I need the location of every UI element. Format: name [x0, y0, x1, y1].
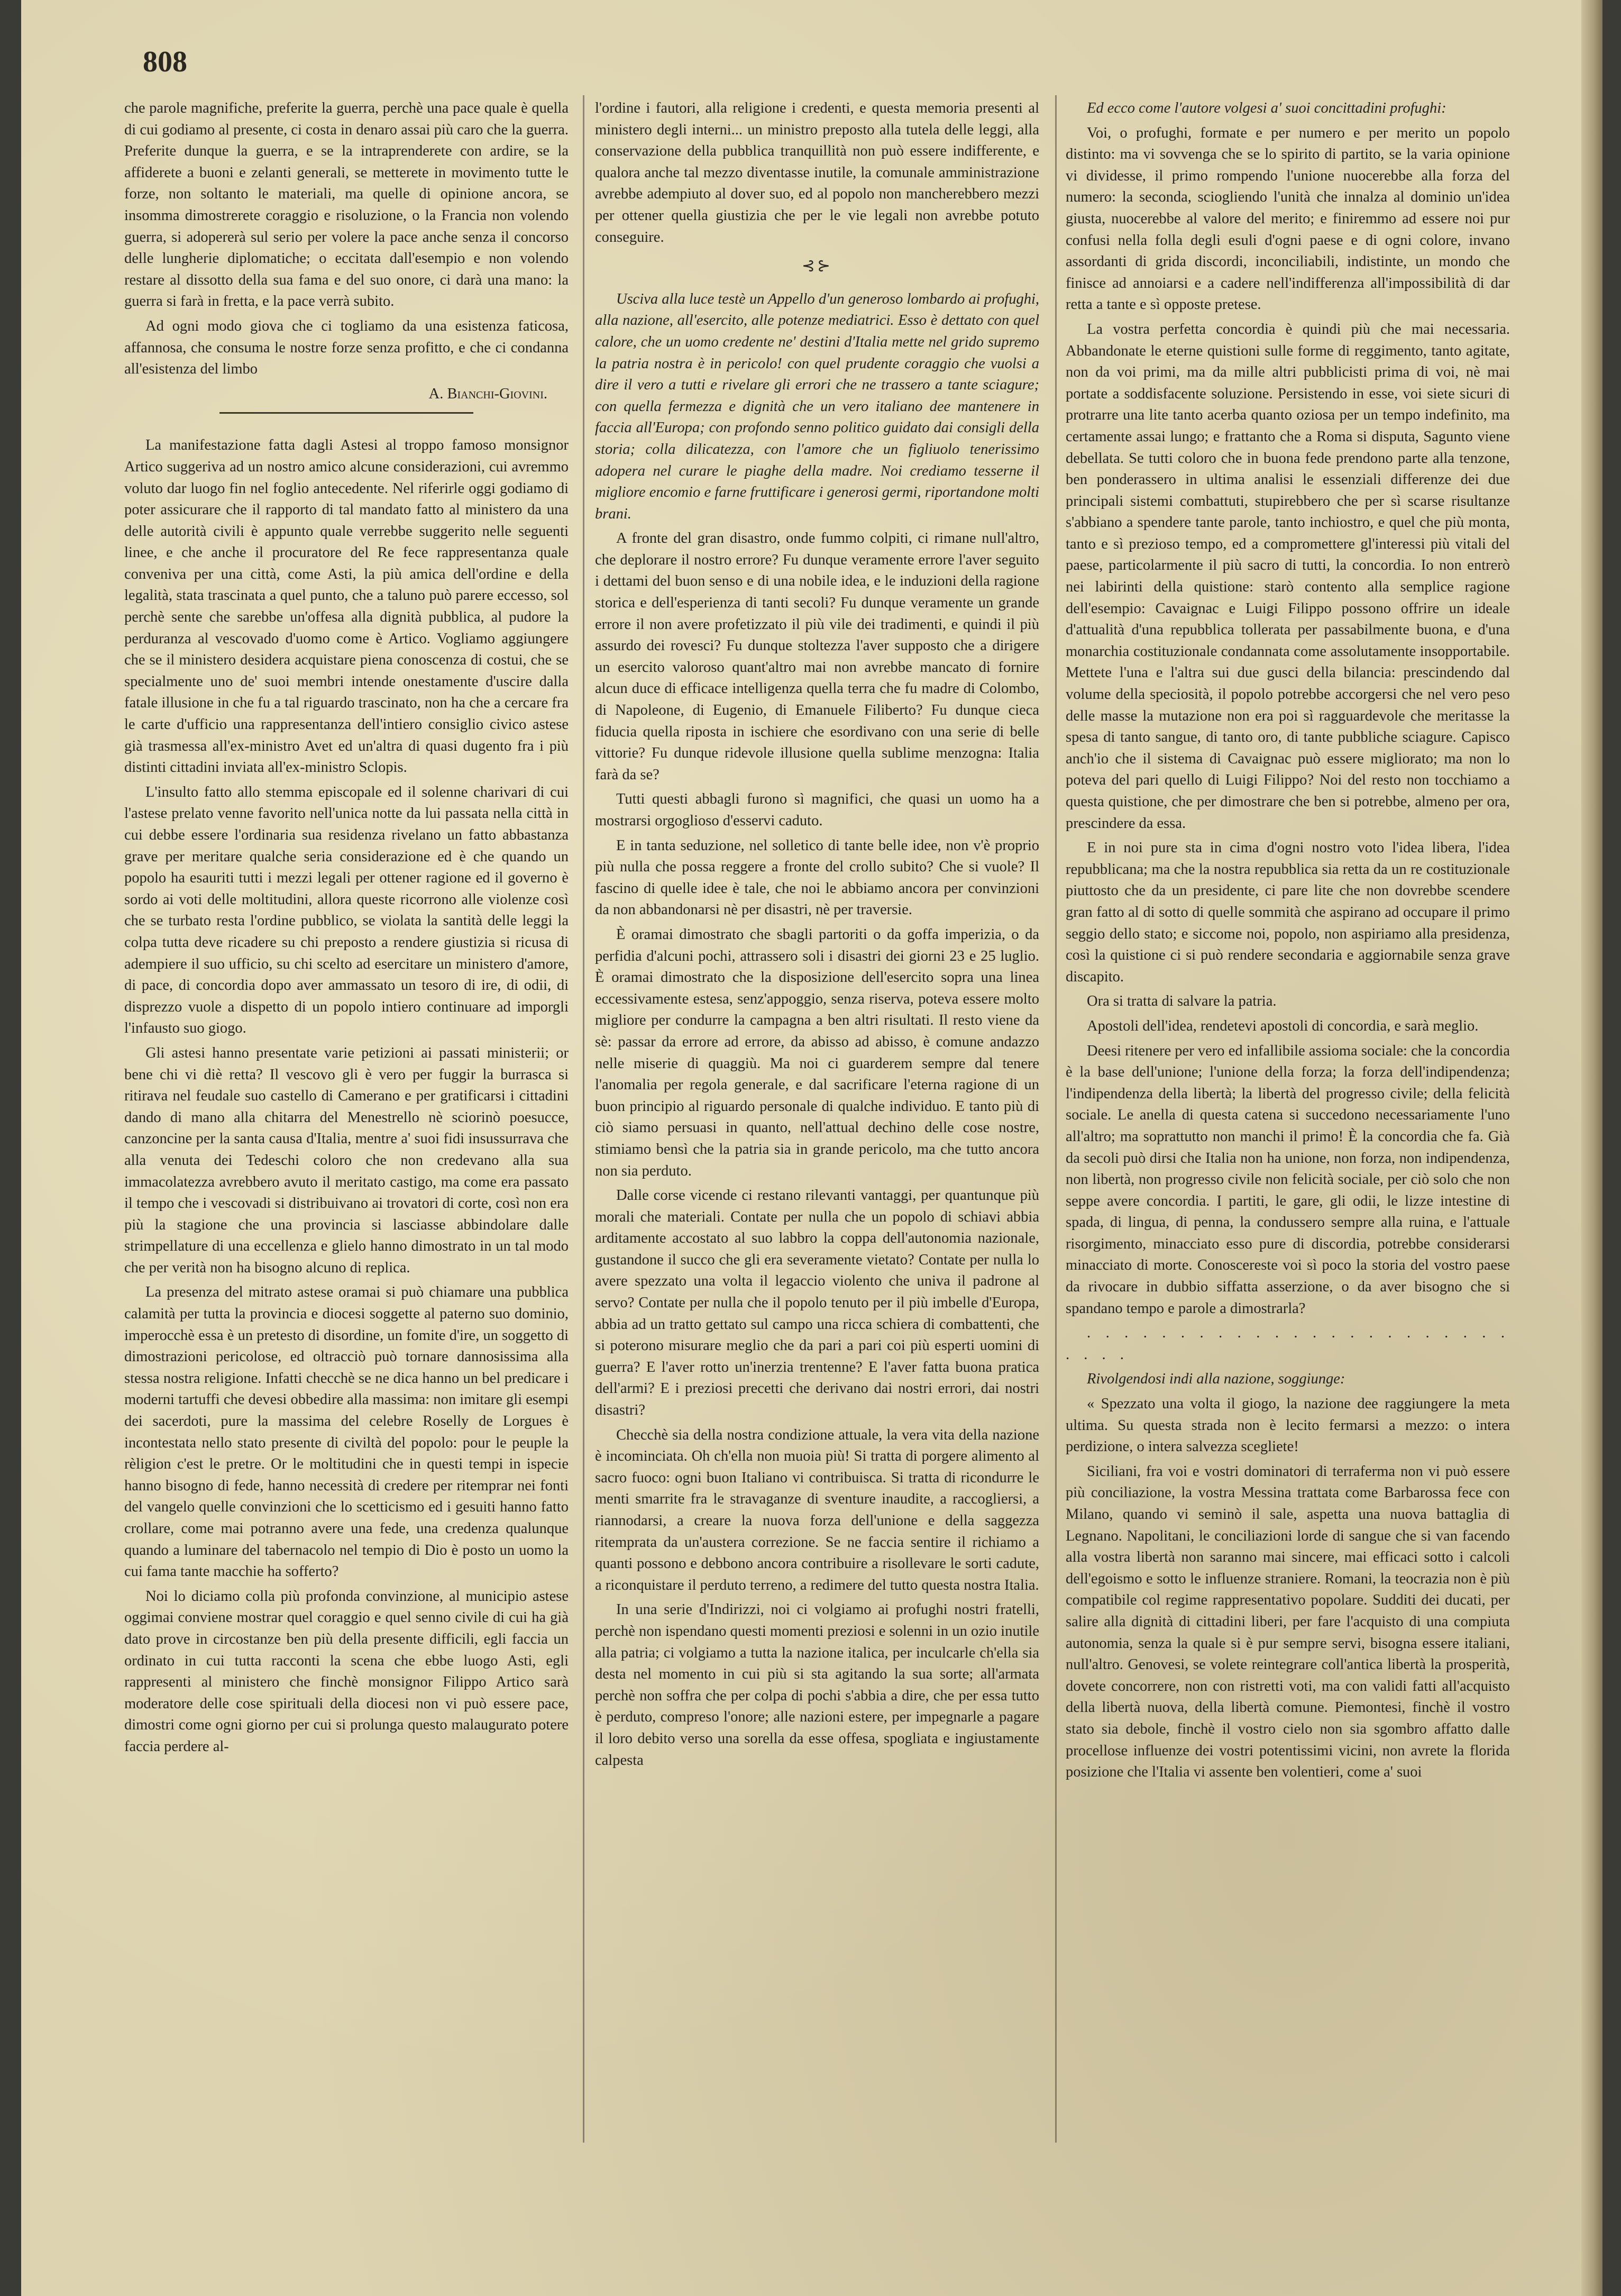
author-signature: A. Bianchi-Giovini.: [428, 385, 547, 402]
paragraph: Apostoli dell'idea, rendetevi apostoli di concordia, e sarà meglio.: [1087, 1017, 1479, 1034]
paragraph: « Spezzato una volta il giogo, la nazione dee raggiungere la meta ultima. Su questa strada non è lecito fermarsi a mezzo: o intera perdizione, o intera salvezza scegliete!: [1066, 1396, 1510, 1455]
column-right: [1066, 98, 1510, 1787]
paragraph: È oramai dimostrato che sbagli partoriti o da goffa imperizia, o da perfidia d'alcuni pochi, attrassero soli i disastri dei giorni 23 e 25 luglio. È oramai dimostrato che la disposizione dell'esercito sopra una linea eccessivamente estesa, senz'appoggio, senza riserva, poteva essere molto migliore per condurre la campagna a ben altri risultati. Il resto viene da sè: passar da errore ad errore, da abisso ad abisso, è comune andazzo nelle miserie di quaggiù. Ma noi ci guarderem sempre dal tenere l'anomalia per regola generale, e dal sacrificare l'eterna ragione di un buon principio al riguardo personale di qualche individuo. E tanto più di ciò siamo persuasi in quanto, nell'attual dechino delle cose nostre, stimiamo bensì che la patria sia in grande pericolo, ma che tutto ancora non sia perduto.: [595, 926, 1039, 1179]
ellipsis-line: . . . . . . . . . . . . . . . . . . . . . . . . . . .: [1066, 1325, 1510, 1363]
page-number: 808: [143, 45, 187, 78]
newspaper-page: [21, 0, 1602, 2296]
paragraph-intro: Ed ecco come l'autore volgesi a' suoi concittadini profughi:: [1087, 100, 1446, 116]
column-rule-right: [1055, 95, 1057, 2143]
column-middle: [595, 98, 1039, 1774]
paragraph: L'insulto fatto allo stemma episcopale ed il solenne charivari di cui l'astese prelato venne favorito nell'unica notte da lui passata nella città in cui debbe essere l'ordinaria sua residenza rivelano un fatto abbastanza grave per meritare qualche seria considerazione ed è che quando un popolo ha esauriti tutti i mezzi legali per ottener ragione ed il governo è sordo ai voti delle moltitudini, allora queste ricorrono alle violenze così che se turbato resta l'ordine pubblico, se violata la santità delle leggi la colpa tutta deve ricadere su chi preposto a rendere giustizia si ricusa di adempiere il suo ufficio, su chi scelto ad esercitare un ministero d'amore, di pace, di concordia dopo aver ammassato un tesoro di ire, di odii, di disprezzo vuole a dispetto di un popolo intiero continuare ad imporgli l'infausto suo giogo.: [124, 783, 569, 1037]
paragraph: A fronte del gran disastro, onde fummo colpiti, ci rimane null'altro, che deplorare il nostro errore? Fu dunque veramente errore l'aver seguito i dettami del buon senso e di una nobile idea, e le induzioni della ragione storica e dell'esperienza di tanti secoli? Fu dunque veramente un grande errore il non avere profetizzato il più vile dei tradimenti, e quindi il più assurdo dei rovesci? Fu dunque stoltezza l'aver supposto che a dirigere un esercito valoroso quant'altro mai non avrebbe mancato di fornire alcun duce di efficace intelligenza quella terra che fu madre di Colombo, di Napoleone, di Eugenio, di Emanuele Filiberto? Fu dunque cieca fiducia quella riposta in ischiere che esordivano con una serie di belle vittorie? Fu dunque ridevole illusione quella sublime menzogna: Italia farà da se?: [595, 530, 1039, 783]
paragraph: La manifestazione fatta dagli Astesi al troppo famoso monsignor Artico suggeriva ad un nostro amico alcune considerazioni, cui avremmo voluto dar luogo fin nel foglio antecedente. Nel riferirle oggi godiamo di poter assicurare che il rapporto di tal mandato fatto al ministero da una delle autorità civili è appunto quale verrebbe suggerito nelle seguenti linee, e che anche il procuratore del Re fece rappresentanza quale conveniva per una città, come Asti, la più amica dell'ordine e della legalità, stata trascinata a quel punto, che a taluno può parere eccesso, sol perchè sente che sarebbe un'offesa alla dignità pubblica, al pudore la perduranza al vescovado d'uomo come è Artico. Vogliamo aggiungere che se il ministero desidera acquistare piena conoscenza di costui, che se specialmente uno de' suoi membri intende onestamente d'uscire dalla fatale illusione in che fu a tal riguardo trascinato, non ha che a cercare fra le carte d'ufficio una rappresentanza dell'intiero consiglio civico astese già trasmessa all'ex-ministro Avet ed un'altra di quasi dugento fra i più distinti cittadini inviata all'ex-ministro Sclopis.: [124, 437, 569, 776]
section-divider: [219, 412, 473, 423]
page-edge: [1581, 0, 1602, 2296]
paragraph: Tutti questi abbagli furono sì magnifici, che quasi un uomo ha a mostrarsi orgoglioso d'esservi caduto.: [595, 791, 1039, 829]
paragraph: Ad ogni modo giova che ci togliamo da una esistenza faticosa, affannosa, che consuma le nostre forze senza profitto, e che ci condanna all'esistenza del limbo: [124, 317, 569, 378]
paragraph: Dalle corse vicende ci restano rilevanti vantaggi, per quantunque più morali che materiali. Contate per nulla che un popolo di schiavi abbia arditamente accostato al suo labbro la coppa dell'autonomia nazionale, gustandone il succo che gli era severamente vietato? Contate per nulla lo avere spezzato una volta il legaccio violento che univa il padrone al servo? Contate per nulla che il popolo tenuto per il più imbelle d'Europa, abbia ad un tratto gettato sul campo una ricca schiera di combattenti, che si poterono misurare meglio che da pari a pari coi più esperti uomini di guerra? E l'aver rotto un'inerzia trentenne? E l'aver fatta buona pratica dell'armi? E i preziosi precetti che derivano dai nostri errori, dai nostri disastri?: [595, 1187, 1039, 1419]
paragraph: La vostra perfetta concordia è quindi più che mai necessaria. Abbandonate le eterne quistioni sulle forme di reggimento, tanto agitate, non da voi primi, ma da mille altri pubblicisti prima di voi, nè mai portate a soddisfacente soluzione. Persistendo in esse, voi siete sicuri di protrarre una lite tanto acerba quanto oziosa per un tempo indefinito, ma certamente assai lungo; e frattanto che a Roma si disputa, Sagunto viene debellata. Se tutti coloro che in buona fede prendono parte alla tenzone, ben ponderassero in ultima analisi le essenziali differenze dei due principali sistemi combattuti, stupirebbero che per sì scarse risultanze s'abbiano a spendere tante parole, tanto inchiostro, e quel che più monta, tanto e sì prezioso tempo, ed a compromettere gl'interessi più vitali del paese, particolarmente il più sacro di tutti, la concordia. Io non entrerò nei labirinti della quistione: starò contento alla semplice ragione dell'esempio: Cavaignac e Luigi Filippo possono offrire un ideale d'attualità d'una repubblica tollerata per passabilmente buona, e d'una monarchia costituzionale condannata come assolutamente insopportabile. Mettete l'una e l'altra sui due gusci della bilancia: prescindendo dal volume della speciosità, il popolo potrebbe accorgersi che nel vero peso delle masse la mutazione non era poi sì ragguardevole che meritasse la spesa di tanto sangue, di tanto oro, di tante pubbliche sciagure. Capisco anch'io che il sistema di Cavaignac può essere migliorato; ma non lo poteva del pari quello di Luigi Filippo? Noi del resto non tocchiamo a questa quistione, che per dimostrare che ben si potrebbe, almeno per ora, prescindere da essa.: [1066, 321, 1510, 832]
paragraph-intro: Usciva alla luce testè un Appello d'un generoso lombardo ai profughi, alla nazione, all'esercito, alle potenze mediatrici. Esso è dettato con quel calore, che un uomo credente ne' destini d'Italia mette nel grido supremo la patria nostra è in pericolo! con quel prudente coraggio che vuolsi a dire il vero a tutti e rivelare gli errori che ne trassero a tante sciagure; con quella fermezza e dignità che un vero italiano dee mantenere in faccia all'Europa; con profondo senno politico guidato dai consigli della storia; colla dilicatezza, con l'amore che un figliuolo tenerissimo adopera nel curare le piaghe della madre. Noi crediamo tesserne il migliore encomio e farne fruttificare i generosi germi, riportandone molti brani.: [595, 290, 1039, 522]
paragraph: E in tanta seduzione, nel solletico di tante belle idee, non v'è proprio più nulla che possa reggere a fronte del crollo subito? Che si vuole? Il fascino di quelle idee è tale, che noi le abbiamo ancora per convinzioni da non abbandonarsi nè per disastri, nè per traversie.: [595, 837, 1039, 918]
paragraph: Voi, o profughi, formate e per numero e per merito un popolo distinto: ma vi sovvenga che se lo spirito di partito, se la varia opinione vi dividesse, il primo rompendo l'unione nuocerebbe alla forza del numero: la seconda, sciogliendo l'unità che innalza al dominio un'idea giusta, nuocerebbe al valore del merito; e finiremmo ad essere noi pur confusi nella folla degli esuli d'ogni paese e di ogni colore, invano assordanti di grida discordi, inconciliabili, indistinte, un mondo che finisce ad annoiarsi e a cadere nell'indifferenza all'impossibilità di dar retta a tante e sì opposte pretese.: [1066, 124, 1510, 313]
paragraph: che parole magnifiche, preferite la guerra, perchè una pace quale è quella di cui godiamo al presente, ci costa in denaro assai più caro che la guerra. Preferite dunque la guerra, e se la intraprenderete con ardire, se la affiderete a buoni e zelanti generali, se metterete in movimento tutte le forze, non soltanto le materiali, ma quelle di opinione ancora, se insomma dimostrerete coraggio e risoluzione, o la Francia non volendo guerra, si adopererà sul serio per volere la pace anche senza il concorso delle lungherie diplomatiche; o eccitata dall'esempio e non volendo restare al dissotto della sua fama e del suo onore, ci darà una mano: la guerra si farà in fretta, e la pace verrà subito.: [124, 100, 569, 310]
paragraph: E in noi pure sta in cima d'ogni nostro voto l'idea libera, l'idea repubblicana; ma che la nostra repubblica sia retta da un re costituzionale piuttosto che da un presidente, ci pare lite che non dovrebbe scendere gran fatto al di sotto di quelle sommità che aspirano ad occupare il primo seggio dello stato; e siccome noi, popolo, non aspiriamo alla presidenza, così la quistione ci si può rendere secondaria e aggiornabile senza grave discapito.: [1066, 840, 1510, 985]
paragraph: Gli astesi hanno presentate varie petizioni ai passati ministerii; or bene chi vi diè retta? Il vescovo gli è vero per fuggir la burrasca si ritirava nel feudale suo castello di Camerano e per gratificarsi i cittadini dando di mano alla chitarra del Menestrello nè sciorinò poesucce, canzoncine per la santa causa d'Italia, mentre a' suoi fidi insussurrava che alla venuta dei Tedeschi coloro che non credevano alla sua immacolatezza avrebbero avuto il meritato castigo, ma come era passato il tempo che i vescovadi si distribuivano ai trovatori di corte, così non era più la stagione che una provincia si lasciasse abbindolare dalle strimpellature di una eccellenza e glielo hanno dimostrato in un tal modo che per verità non ha bisogno alcuno di replica.: [124, 1044, 569, 1276]
paragraph: l'ordine i fautori, alla religione i credenti, e questa memoria presenti al ministero degli interni... un ministro preposto alla tutela delle leggi, alla conservazione della pubblica tranquillità non può essere indifferente, e qualora anche tal mezzo diventasse inutile, la comunale amministrazione avrebbe adempiuto al dover suo, ed al popolo non mancherebbero mezzi per ottener quella giustizia che per le vie legali non avrebbe potuto conseguire.: [595, 100, 1039, 245]
paragraph: Noi lo diciamo colla più profonda convinzione, al municipio astese oggimai conviene mostrar quel coraggio e quel senno civile di cui ha già dato prove in circostanze ben più della presente difficili, egli faccia un ordinato in cui tutta racconti la scena che ebbe luogo Asti, egli rappresenti al ministero che finchè monsignor Filippo Artico sarà moderatore delle cose spirituali della diocesi non vi può essere pace, dimostri come ogni giorno per cui si prolunga questo malaugurato potere faccia perdere al-: [124, 1588, 569, 1755]
paragraph: La presenza del mitrato astese oramai si può chiamare una pubblica calamità per tutta la provincia e diocesi soggette al paterno suo dominio, imperocchè essa è un pretesto di disordine, un fomite d'ire, un soggetto di dimostrazioni pericolose, ed oltracciò può tornare dannosissima alla stessa nostra religione. Infatti checchè se ne dica hanno un bel predicare i moderni tartuffi che devesi obbedire alla massima: non imitare gli esempi dei sacerdoti, pure la massima del celebre Roselly de Lorgues è incontestata nello stato presente di civiltà del popolo: pour le peuple la rèligion c'est le pretre. Or le moltitudini che in questi tempi in ispecie hanno bisogno di fede, hanno necessità di credere per ritemprar nei fonti del vangelo quelle convinzioni che lo scetticismo ed i gesuiti hanno fatto crollare, come mai potranno avere una fede, una credenza qualunque quando a luminare del tabernacolo nel tempio di Dio è posto un uomo la cui fama tante macchie ha sofferto?: [124, 1284, 569, 1580]
paragraph: Deesi ritenere per vero ed infallibile assioma sociale: che la concordia è la base dell'unione; l'unione della forza; la forza dell'indipendenza; l'indipendenza della libertà; la libertà del progresso civile; della felicità sociale. Le anella di questa catena si succedono necessariamente l'uno all'altro; ma soprattutto non manchi il primo! È la concordia che fa. Già da secoli può dirsi che Italia non ha unione, non forza, non indipendenza, non libertà, non progresso civile non felicità sociale, per ciò solo che non seppe avere concordia. I partiti, le gare, gli odii, le lizze intestine di spada, di lingua, di penna, la condussero sempre alla ruina, e l'attuale risorgimento, minacciato esso pure di discordia, potrebbe considerarsi minacciato di morte. Conoscereste voi sì poco la storia del vostro paese da rivocare in dubbio siffatta asserzione, o da aver bisogno che si spandano tempo e parole a dimostrarla?: [1066, 1042, 1510, 1317]
ornament-divider: ⊰⊱: [801, 257, 833, 275]
paragraph: Ora si tratta di salvare la patria.: [1087, 993, 1277, 1010]
paragraph: In una serie d'Indirizzi, noi ci volgiamo ai profughi nostri fratelli, perchè non ispendano questi momenti preziosi e solenni in un ozio inutile alla patria; ci volgiamo a tutta la nazione italica, per inculcarle ch'ella sia desta nel momento in cui più si sta agitando la sua sorte; all'armata perchè non soffra che per colpa di pochi s'abbia a dire, che per essa tutto è perduto, compreso l'onore; alle nazioni estere, per impegnarle a pagare il loro debito verso una sorella da esse offesa, spogliata e ingiustamente calpesta: [595, 1601, 1039, 1769]
paragraph: Checchè sia della nostra condizione attuale, la vera vita della nazione è incominciata. Oh ch'ella non muoia più! Si tratta di porgere alimento al sacro fuoco: ogni buon Italiano vi contribuisca. Si tratta di ricondurre le menti smarrite fra le stravaganze di sventure inaudite, a raccogliersi, a riannodarsi, a creare la nuova forza dell'unione e della saggezza ritemprata da un'austera correzione. Se ne faccia sentire il richiamo a quanti possono e debbono ancora contribuire a risollevare le sorti cadute, a riconquistare il perduto terreno, a redimere del tutto questa nostra Italia.: [595, 1426, 1039, 1593]
paragraph-intro: Rivolgendosi indi alla nazione, soggiunge:: [1087, 1371, 1345, 1388]
column-left: [124, 98, 569, 1761]
column-rule-left: [583, 95, 584, 2143]
paragraph: Siciliani, fra voi e vostri dominatori di terraferma non vi può essere più conciliazione, la vostra Messina trattata come Barbarossa fece con Milano, quando vi seminò il sale, aspetta una nuova battaglia di Legnano. Napolitani, le conciliazioni lorde di sangue che si van facendo alla vostra libertà non saranno mai sincere, mai efficaci sotto i calcoli dell'egoismo e sotto le influenze straniere. Romani, la teocrazia non è più compatibile col regime rappresentativo popolare. Sudditi dei ducati, per salire alla dignità di cittadini liberi, per fare l'acquisto di una compiuta autonomia, senza la quale si è pur sempre servi, bisogna essere italiani, null'altro. Genovesi, se volete reintegrare coll'antica libertà la prosperità, dovete concorrere, non con ristretti voti, ma con validi fatti all'acquisto della libertà nuova, della libertà comune. Piemontesi, finchè il vostro stato sia debole, finchè il vostro cielo non sia sgombro affatto dalle procellose influenze dei vostri potentissimi vicini, non avrete la florida posizione che l'Italia vi assente ben volentieri, come a' suoi: [1066, 1463, 1510, 1781]
